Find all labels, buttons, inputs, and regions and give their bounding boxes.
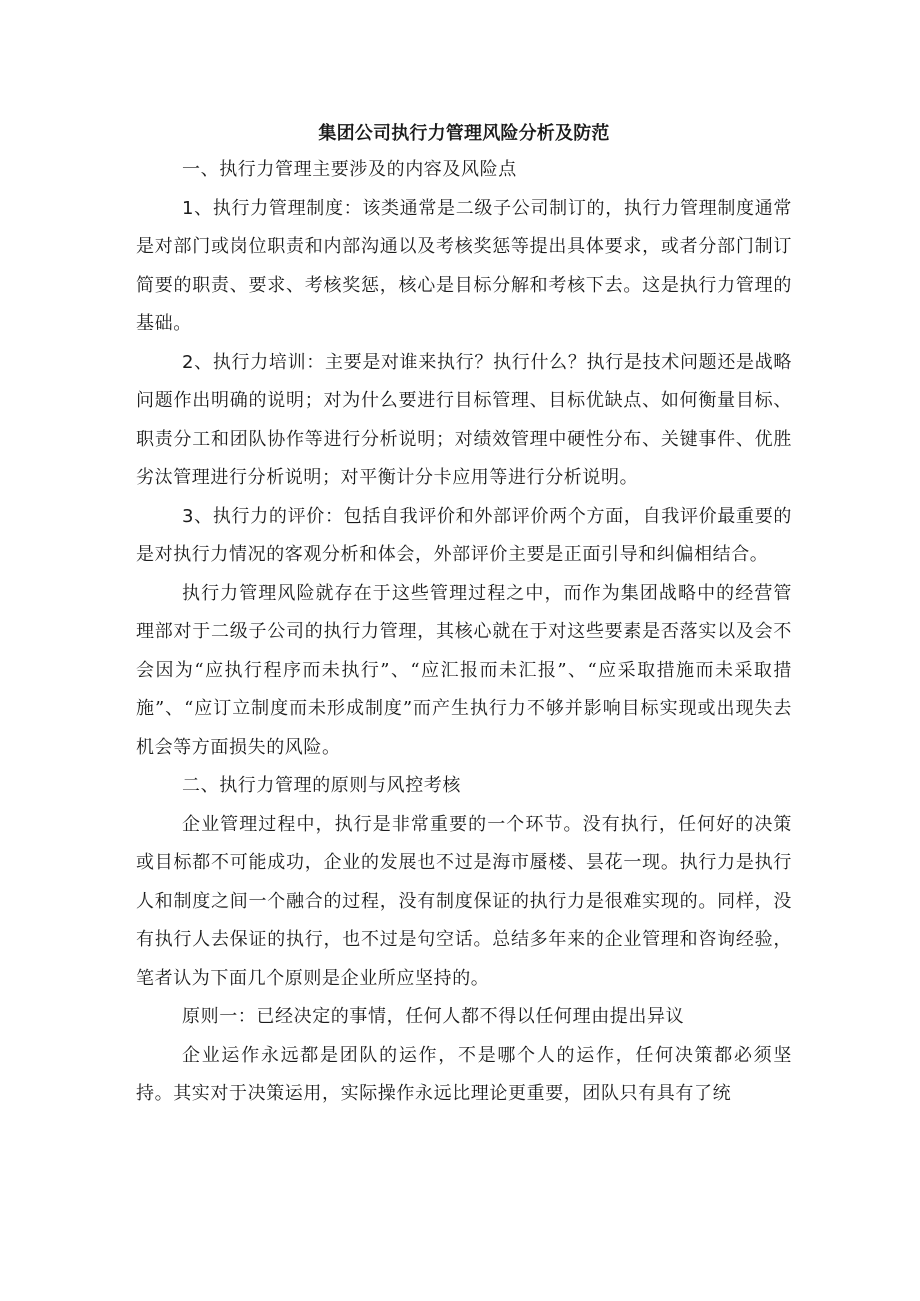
list-item-3-text: 、执行力的评价：包括自我评价和外部评价两个方面，自我评价最重要的是对执行力情况的客观分析和体会，外部评价主要是正面引导和纠偏相结合。	[136, 505, 792, 565]
list-item-2-number: 2	[182, 351, 195, 373]
risk-paragraph: 执行力管理风险就存在于这些管理过程之中，而作为集团战略中的经营管理部对于二级子公司的执行力管理，其核心就在于对这些要素是否落实以及会不会因为“应执行程序而未执行”、“应汇报而未汇报”、“应采取措施而未采取措施”、“应订立制度而未形成制度”而产生执行力不够并影响目标实现或出现失去机会等方面损失的风险。	[136, 582, 792, 758]
section-1-heading: 一、执行力管理主要涉及的内容及风险点	[182, 159, 517, 180]
list-item-2-text: 、执行力培训：主要是对谁来执行？执行什么？执行是技术问题还是战略问题作出明确的说明；对为什么要进行目标管理、目标优缺点、如何衡量目标、职责分工和团队协作等进行分析说明；对绩效管理中硬性分布、关键事件、优胜劣汰管理进行分析说明；对平衡计分卡应用等进行分析说明。	[136, 351, 792, 488]
list-item-1	[136, 190, 792, 344]
document-title: 集团公司执行力管理风险分析及防范	[318, 123, 610, 144]
section-2-heading: 二、执行力管理的原则与风控考核	[182, 775, 461, 796]
enterprise-paragraph: 企业管理过程中，执行是非常重要的一个环节。没有执行，任何好的决策或目标都不可能成功，企业的发展也不过是海市蜃楼、昙花一现。执行力是执行人和制度之间一个融合的过程，没有制度保证的执行力是很难实现的。同样，没有执行人去保证的执行，也不过是句空话。总结多年来的企业管理和咨询经验，笔者认为下面几个原则是企业所应坚持的。	[136, 813, 792, 989]
list-item-3-number: 3	[182, 505, 195, 527]
principle-1-paragraph: 企业运作永远都是团队的运作，不是哪个人的运作，任何决策都必须坚持。其实对于决策运用，实际操作永远比理论更重要，团队只有具有了统	[136, 1044, 792, 1104]
list-item-2	[136, 344, 792, 498]
principle-1-heading: 原则一：已经决定的事情，任何人都不得以任何理由提出异议	[182, 1006, 685, 1027]
document-body	[136, 117, 792, 1114]
list-item-3	[136, 498, 792, 575]
list-item-1-number: 1	[182, 197, 195, 219]
list-item-1-text: 、执行力管理制度：该类通常是二级子公司制订的，执行力管理制度通常是对部门或岗位职责和内部沟通以及考核奖惩等提出具体要求，或者分部门制订简要的职责、要求、考核奖惩，核心是目标分解和考核下去。这是执行力管理的基础。	[136, 197, 792, 334]
